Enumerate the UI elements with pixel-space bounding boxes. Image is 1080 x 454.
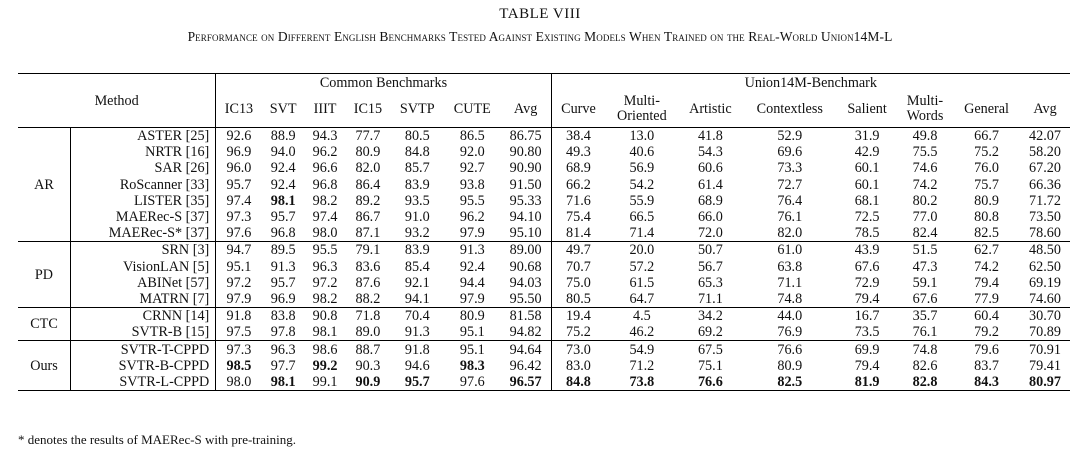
column-header: IIIT	[313, 100, 337, 117]
table-cell: 91.3	[459, 242, 485, 259]
table-cell: 73.0	[566, 341, 591, 358]
table-cell: 82.6	[912, 357, 938, 374]
table-cell: 97.3	[226, 209, 252, 226]
table-cell: 77.9	[974, 290, 999, 307]
table-cell: 95.1	[226, 258, 252, 275]
table-cell: 49.8	[912, 128, 938, 145]
table-cell: 90.68	[501, 259, 552, 275]
table-cell: 54.9	[629, 341, 655, 358]
table-cell: 96.2	[312, 144, 338, 161]
table-cell: 71.8	[355, 308, 381, 325]
table-cell: 74.2	[912, 176, 938, 193]
table-cell: 67.5	[697, 341, 723, 358]
table-row	[18, 341, 1070, 358]
table-cell: 92.6	[226, 128, 252, 145]
table-cell: 68.9	[697, 192, 723, 209]
table-cell: 49.7	[566, 242, 591, 259]
table-cell: 69.2	[697, 324, 723, 341]
table-cell: 86.4	[355, 176, 381, 193]
table-cell: 90.80	[501, 144, 552, 160]
table-cell: 94.7	[226, 242, 252, 259]
table-cell: 93.5	[404, 192, 430, 209]
table-row	[18, 308, 1070, 325]
table-cell: 76.4	[777, 192, 803, 209]
table-cell: 67.6	[854, 258, 880, 275]
table-cell: 95.50	[501, 291, 552, 308]
table-cell: 59.1	[912, 274, 938, 291]
model-name: SAR [26]	[71, 160, 216, 176]
table-cell: 90.9	[355, 373, 381, 390]
table-cell: 71.1	[777, 274, 803, 291]
table-cell: 35.7	[912, 308, 938, 325]
table-cell: 19.4	[566, 308, 591, 325]
table-cell: 82.0	[777, 225, 803, 242]
column-header: Contextless	[756, 100, 823, 117]
table-cell: 55.9	[629, 192, 655, 209]
group-label: CTC	[18, 308, 71, 341]
table-row	[18, 291, 1070, 308]
model-name: ASTER [25]	[71, 128, 216, 145]
table-cell: 98.1	[312, 324, 338, 341]
table-cell: 78.60	[1029, 225, 1061, 242]
table-cell: 98.3	[459, 357, 485, 374]
table-cell: 95.10	[501, 225, 552, 242]
table-cell: 97.8	[270, 324, 296, 341]
table-row	[18, 275, 1070, 291]
table-cell: 49.3	[566, 144, 591, 161]
model-name: SVTR-B [15]	[71, 324, 216, 341]
column-header: SVT	[269, 100, 297, 117]
table-cell: 44.0	[777, 308, 803, 325]
column-header: Multi- Words	[906, 93, 944, 124]
table-cell: 71.4	[629, 225, 655, 242]
table-cell: 73.5	[854, 324, 880, 341]
table-row	[18, 144, 1070, 160]
table-cell: 79.41	[1029, 357, 1061, 374]
table-cell: 83.8	[270, 308, 296, 325]
table-cell: 76.1	[777, 209, 803, 226]
table-cell: 80.9	[459, 308, 485, 325]
table-cell: 72.5	[854, 209, 880, 226]
table-cell: 83.9	[404, 242, 430, 259]
table-cell: 91.3	[270, 258, 296, 275]
table-cell: 96.3	[312, 258, 338, 275]
table-row	[18, 358, 1070, 374]
table-row	[18, 160, 1070, 176]
table-cell: 88.9	[270, 128, 296, 145]
table-cell: 96.42	[501, 358, 552, 374]
table-cell: 40.6	[629, 144, 655, 161]
table-cell: 86.75	[501, 128, 552, 145]
table-cell: 66.2	[566, 176, 591, 193]
model-name: SRN [3]	[71, 242, 216, 259]
table-cell: 67.6	[912, 290, 938, 307]
table-cell: 94.6	[404, 357, 430, 374]
table-cell: 51.5	[912, 242, 938, 259]
table-row	[18, 225, 1070, 242]
table-cell: 80.8	[974, 209, 999, 226]
model-name: NRTR [16]	[71, 144, 216, 160]
table-cell: 61.0	[777, 242, 803, 259]
table-cell: 97.9	[226, 290, 252, 307]
table-cell: 94.10	[501, 209, 552, 225]
table-cell: 90.3	[355, 357, 381, 374]
table-cell: 4.5	[632, 308, 651, 325]
table-row	[18, 324, 1070, 341]
table-title: TABLE VIII	[499, 6, 581, 22]
table-row	[18, 374, 1070, 391]
table-cell: 97.9	[459, 225, 485, 242]
table-cell: 95.33	[501, 193, 552, 209]
table-cell: 97.2	[312, 274, 338, 291]
table-cell: 80.97	[1029, 373, 1061, 390]
table-cell: 96.0	[226, 160, 252, 177]
column-header: SVTP	[399, 100, 435, 117]
table-cell: 95.7	[270, 209, 296, 226]
table-cell: 91.8	[226, 308, 252, 325]
table-cell: 92.7	[459, 160, 485, 177]
table-cell: 42.07	[1029, 128, 1061, 145]
table-cell: 82.0	[355, 160, 381, 177]
table-cell: 92.0	[459, 144, 485, 161]
table-cell: 84.8	[566, 373, 591, 390]
column-header: IC13	[216, 91, 262, 128]
table-cell: 93.8	[459, 176, 485, 193]
table-cell: 96.9	[226, 144, 252, 161]
table-cell: 52.9	[777, 128, 803, 145]
table-cell: 75.0	[566, 274, 591, 291]
table-cell: 95.1	[459, 324, 485, 341]
table-cell: 76.6	[777, 341, 803, 358]
table-cell: 94.1	[404, 290, 430, 307]
table-cell: 65.3	[697, 274, 723, 291]
table-cell: 98.1	[270, 192, 296, 209]
table-cell: 97.4	[312, 209, 338, 226]
table-cell: 70.7	[566, 258, 591, 275]
table-cell: 75.1	[697, 357, 723, 374]
model-name: RoScanner [33]	[71, 177, 216, 193]
table-cell: 98.5	[226, 357, 252, 374]
table-cell: 92.4	[270, 160, 296, 177]
table-cell: 76.9	[777, 324, 803, 341]
table-cell: 80.5	[404, 128, 430, 145]
table-cell: 80.5	[566, 290, 591, 307]
model-name: MAERec-S* [37]	[71, 225, 216, 242]
results-table	[18, 73, 1070, 391]
table-cell: 98.2	[312, 290, 338, 307]
table-cell: 66.7	[974, 128, 999, 145]
table-cell: 96.9	[270, 290, 296, 307]
group-label: Ours	[18, 341, 71, 391]
table-cell: 79.4	[974, 274, 999, 291]
table-cell: 80.9	[355, 144, 381, 161]
table-cell: 54.3	[697, 144, 723, 161]
table-cell: 89.2	[355, 192, 381, 209]
table-cell: 76.1	[912, 324, 938, 341]
model-name: MATRN [7]	[71, 291, 216, 308]
table-cell: 83.9	[404, 176, 430, 193]
table-cell: 98.2	[312, 192, 338, 209]
table-cell: 68.9	[566, 160, 591, 177]
table-cell: 62.50	[1029, 258, 1061, 275]
table-cell: 56.7	[697, 258, 723, 275]
table-cell: 47.3	[912, 258, 938, 275]
table-cell: 50.7	[697, 242, 723, 259]
column-header: Curve	[561, 100, 596, 117]
table-cell: 79.4	[854, 357, 880, 374]
table-cell: 58.20	[1029, 144, 1061, 161]
table-cell: 99.2	[312, 357, 338, 374]
table-cell: 94.82	[501, 324, 552, 341]
table-cell: 92.4	[459, 258, 485, 275]
table-cell: 60.1	[854, 160, 880, 177]
table-cell: 57.2	[629, 258, 655, 275]
table-cell: 61.4	[697, 176, 723, 193]
column-header: General	[964, 100, 1009, 117]
table-cell: 98.0	[226, 373, 252, 390]
model-name: CRNN [14]	[71, 308, 216, 325]
table-cell: 84.8	[404, 144, 430, 161]
table-cell: 72.7	[777, 176, 803, 193]
union14m-benchmark-header: Union14M-Benchmark	[551, 74, 1070, 92]
table-cell: 94.03	[501, 275, 552, 291]
table-cell: 84.3	[974, 373, 999, 390]
table-cell: 93.2	[404, 225, 430, 242]
table-cell: 83.7	[974, 357, 999, 374]
method-header: Method	[18, 74, 216, 128]
table-cell: 89.00	[501, 242, 552, 259]
table-cell: 90.90	[501, 160, 552, 176]
table-cell: 81.9	[854, 373, 880, 390]
model-name: VisionLAN [5]	[71, 259, 216, 275]
table-cell: 99.1	[312, 373, 338, 390]
table-cell: 94.4	[459, 274, 485, 291]
table-cell: 66.0	[697, 209, 723, 226]
table-cell: 74.60	[1029, 290, 1061, 307]
table-cell: 46.2	[629, 324, 655, 341]
group-label: AR	[18, 128, 71, 242]
table-cell: 97.3	[226, 341, 252, 358]
table-cell: 81.4	[566, 225, 591, 242]
table-cell: 74.2	[974, 258, 999, 275]
table-cell: 83.0	[566, 357, 591, 374]
table-cell: 78.5	[854, 225, 880, 242]
table-row	[18, 259, 1070, 275]
table-cell: 96.2	[459, 209, 485, 226]
table-cell: 69.6	[777, 144, 803, 161]
table-cell: 87.1	[355, 225, 381, 242]
table-cell: 91.0	[404, 209, 430, 226]
table-cell: 88.7	[355, 341, 381, 358]
table-cell: 77.7	[355, 128, 381, 145]
table-cell: 98.0	[312, 225, 338, 242]
table-body	[18, 128, 1070, 391]
table-row	[18, 193, 1070, 209]
table-cell: 95.5	[312, 242, 338, 259]
table-cell: 97.6	[226, 225, 252, 242]
table-cell: 73.8	[629, 373, 655, 390]
table-cell: 60.4	[974, 308, 999, 325]
table-cell: 98.1	[270, 373, 296, 390]
table-cell: 96.8	[270, 225, 296, 242]
table-cell: 74.8	[777, 290, 803, 307]
table-cell: 80.9	[974, 192, 999, 209]
footnote: * denotes the results of MAERec-S with pre-training.	[18, 432, 296, 447]
table-cell: 63.8	[777, 258, 803, 275]
model-name: SVTR-B-CPPD	[71, 358, 216, 374]
table-cell: 97.9	[459, 290, 485, 307]
table-cell: 60.1	[854, 176, 880, 193]
table-cell: 13.0	[629, 128, 655, 145]
table-cell: 43.9	[854, 242, 880, 259]
table-cell: 66.36	[1029, 176, 1061, 193]
table-cell: 76.0	[974, 160, 999, 177]
table-cell: 60.6	[697, 160, 723, 177]
table-cell: 30.70	[1029, 308, 1061, 325]
table-cell: 97.4	[226, 192, 252, 209]
model-name: LISTER [35]	[71, 193, 216, 209]
table-cell: 97.2	[226, 274, 252, 291]
table-cell: 72.9	[854, 274, 880, 291]
table-cell: 82.5	[974, 225, 999, 242]
table-cell: 16.7	[854, 308, 880, 325]
table-row	[18, 209, 1070, 225]
table-cell: 94.64	[501, 341, 552, 358]
table-row	[18, 177, 1070, 193]
table-cell: 69.9	[854, 341, 880, 358]
table-cell: 96.8	[312, 176, 338, 193]
column-header: Avg	[1033, 100, 1057, 117]
table-cell: 95.7	[404, 373, 430, 390]
column-header: Avg	[501, 91, 552, 128]
table-cell: 74.6	[912, 160, 938, 177]
table-cell: 54.2	[629, 176, 655, 193]
table-cell: 64.7	[629, 290, 655, 307]
table-cell: 75.4	[566, 209, 591, 226]
model-name: ABINet [57]	[71, 275, 216, 291]
table-cell: 89.0	[355, 324, 381, 341]
table-cell: 81.58	[501, 308, 552, 325]
table-cell: 34.2	[697, 308, 723, 325]
table-cell: 70.4	[404, 308, 430, 325]
table-cell: 20.0	[629, 242, 655, 259]
common-benchmarks-header: Common Benchmarks	[216, 74, 551, 92]
table-cell: 95.5	[459, 192, 485, 209]
table-cell: 82.4	[912, 225, 938, 242]
column-header: IC15	[353, 100, 383, 117]
table-cell: 71.72	[1029, 192, 1061, 209]
table-cell: 83.6	[355, 258, 381, 275]
table-cell: 75.2	[974, 144, 999, 161]
table-cell: 70.89	[1029, 324, 1061, 341]
table-subtitle: Performance on Different English Benchmarks Tested Against Existing Models When Trained on the Real-World Union14M-L	[187, 29, 893, 44]
table-cell: 82.8	[912, 373, 938, 390]
column-header: CUTE	[453, 100, 491, 117]
table-cell: 71.1	[697, 290, 723, 307]
table-cell: 95.1	[459, 341, 485, 358]
table-cell: 85.4	[404, 258, 430, 275]
group-label: PD	[18, 242, 71, 308]
table-cell: 97.6	[459, 373, 485, 390]
table-cell: 96.6	[312, 160, 338, 177]
table-cell: 74.8	[912, 341, 938, 358]
table-cell: 66.5	[629, 209, 655, 226]
table-cell: 79.6	[974, 341, 999, 358]
model-name: MAERec-S [37]	[71, 209, 216, 225]
table-cell: 89.5	[270, 242, 296, 259]
table-cell: 62.7	[974, 242, 999, 259]
table-cell: 31.9	[854, 128, 880, 145]
table-cell: 86.7	[355, 209, 381, 226]
table-cell: 42.9	[854, 144, 880, 161]
table-row	[18, 128, 1070, 145]
table-cell: 92.1	[404, 274, 430, 291]
table-cell: 70.91	[1029, 341, 1061, 358]
table-cell: 91.3	[404, 324, 430, 341]
table-cell: 96.3	[270, 341, 296, 358]
table-cell: 92.4	[270, 176, 296, 193]
table-cell: 94.0	[270, 144, 296, 161]
table-cell: 86.5	[459, 128, 485, 145]
table-cell: 95.7	[226, 176, 252, 193]
table-cell: 41.8	[697, 128, 723, 145]
model-name: SVTR-T-CPPD	[71, 341, 216, 358]
table-cell: 97.5	[226, 324, 252, 341]
table-cell: 75.2	[566, 324, 591, 341]
table-cell: 79.4	[854, 290, 880, 307]
table-cell: 80.9	[777, 357, 803, 374]
table-cell: 90.8	[312, 308, 338, 325]
table-cell: 94.3	[312, 128, 338, 145]
table-cell: 79.1	[355, 242, 381, 259]
table-cell: 80.2	[912, 192, 938, 209]
table-cell: 96.57	[501, 374, 552, 391]
table-cell: 61.5	[629, 274, 655, 291]
column-header: Multi- Oriented	[617, 93, 667, 124]
table-cell: 87.6	[355, 274, 381, 291]
table-cell: 75.5	[912, 144, 938, 161]
table-cell: 73.50	[1029, 209, 1061, 226]
table-cell: 79.2	[974, 324, 999, 341]
table-cell: 72.0	[697, 225, 723, 242]
column-header: Artistic	[689, 100, 732, 117]
table-cell: 95.7	[270, 274, 296, 291]
table-cell: 73.3	[777, 160, 803, 177]
table-cell: 91.8	[404, 341, 430, 358]
column-header: Salient	[847, 100, 887, 117]
table-cell: 48.50	[1029, 242, 1061, 259]
table-cell: 68.1	[854, 192, 880, 209]
table-row	[18, 242, 1070, 259]
table-cell: 91.50	[501, 177, 552, 193]
table-cell: 67.20	[1029, 160, 1061, 177]
table-cell: 38.4	[566, 128, 591, 145]
table-cell: 85.7	[404, 160, 430, 177]
table-cell: 88.2	[355, 290, 381, 307]
table-cell: 71.6	[566, 192, 591, 209]
model-name: SVTR-L-CPPD	[71, 374, 216, 391]
table-cell: 98.6	[312, 341, 338, 358]
table-cell: 75.7	[974, 176, 999, 193]
table-cell: 82.5	[777, 373, 803, 390]
table-cell: 69.19	[1029, 274, 1061, 291]
table-cell: 76.6	[697, 373, 723, 390]
table-cell: 56.9	[629, 160, 655, 177]
table-cell: 77.0	[912, 209, 938, 226]
table-cell: 71.2	[629, 357, 655, 374]
table-cell: 97.7	[270, 357, 296, 374]
